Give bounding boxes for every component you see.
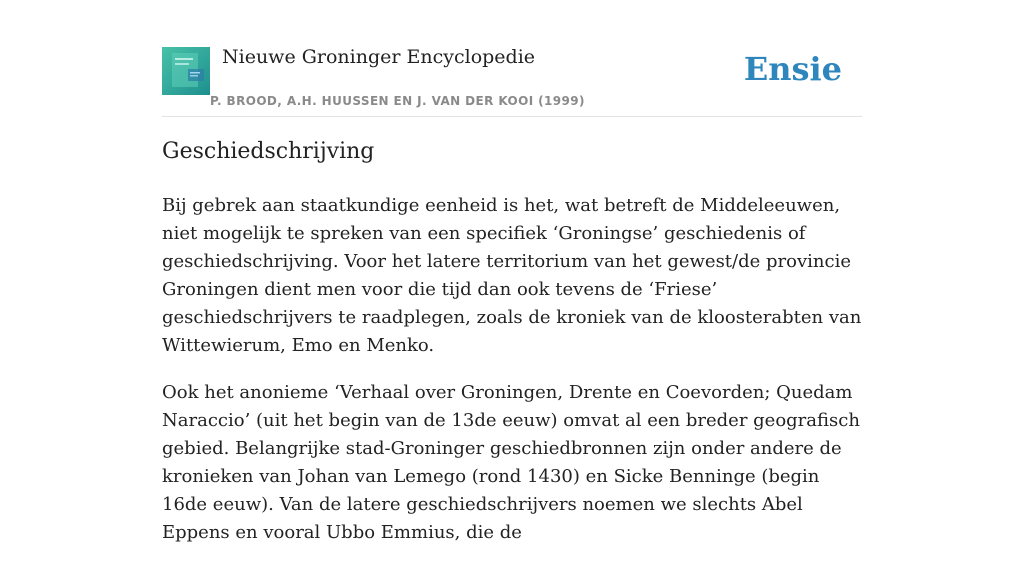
entry-body xyxy=(162,192,862,566)
book-cover-icon[interactable] xyxy=(162,47,210,95)
book-title[interactable]: Nieuwe Groninger Encyclopedie xyxy=(222,46,536,68)
book-authors: P. BROOD, A.H. HUUSSEN EN J. VAN DER KOOI (1999) xyxy=(210,94,585,108)
entry-title: Geschiedschrijving xyxy=(162,139,375,164)
entry-paragraph: Bij gebrek aan staatkundige eenheid is het, wat betreft de Middeleeuwen, niet mogelijk te spreken van een specifiek ‘Groningse’ geschiedenis of geschiedschrijving. Voor het latere territorium van het gewest/de provincie Groningen dient men voor die tijd dan ook tevens de ‘Friese’ geschiedschrijvers te raadplegen, zoals de kroniek van de kloosterabten van Wittewierum, Emo en Menko. xyxy=(162,195,862,356)
entry-paragraph: Ook het anonieme ‘Verhaal over Groningen, Drente en Coevorden; Quedam Naraccio’ (uit het begin van de 13de eeuw) omvat al een breder geografisch gebied. Belangrijke stad-Groninger geschiedbronnen zijn onder andere de kronieken van Johan van Lemego (rond 1430) en Sicke Benninge (begin 16de eeuw). Van de latere geschiedschrijvers noemen we slechts Abel Eppens en vooral Ubbo Emmius, die de xyxy=(162,382,860,543)
ensie-logo[interactable]: Ensie xyxy=(743,50,842,88)
book-cover-image xyxy=(162,47,210,95)
book-header xyxy=(162,44,862,117)
